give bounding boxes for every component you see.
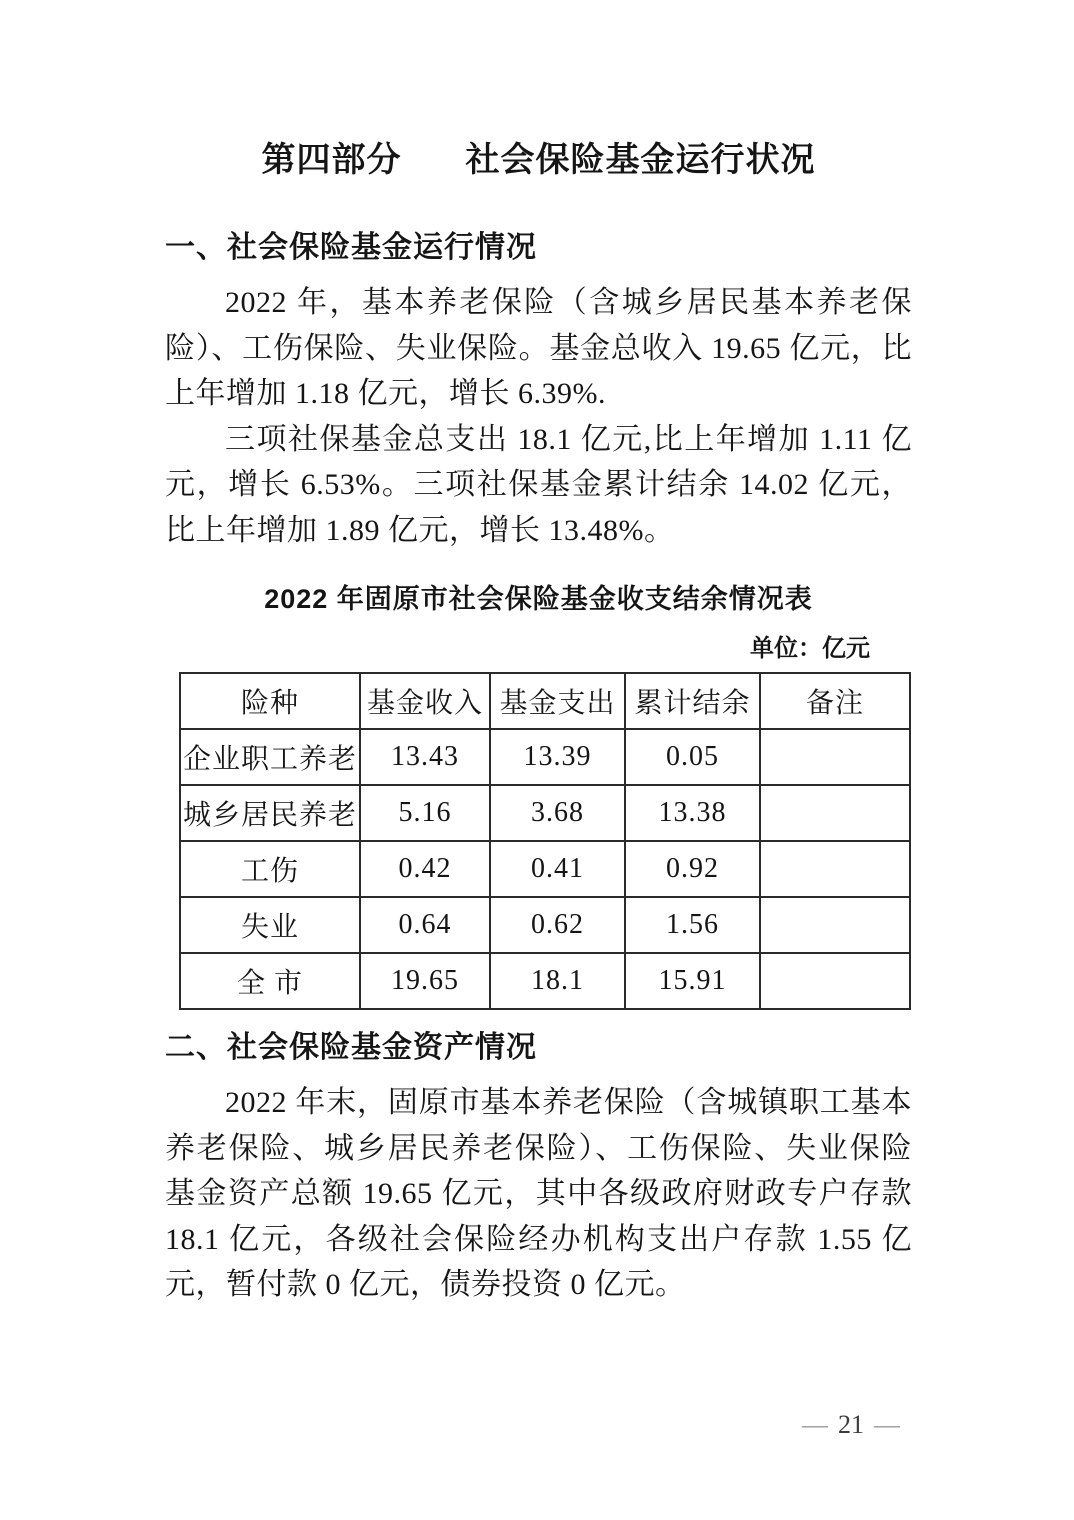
page-number [792,1410,910,1440]
cell-fund-income: 5.16 [360,785,490,841]
cell-accumulated-balance: 1.56 [625,897,760,953]
page-number-value: 21 [838,1410,864,1439]
table-row-total [180,953,910,1009]
cell-fund-income: 13.43 [360,729,490,785]
table-row [180,841,910,897]
cell-insurance-type: 城乡居民养老 [180,785,360,841]
section-1-paragraph-2: 三项社保基金总支出 18.1 亿元,比上年增加 1.11 亿元，增长 6.53%。三项社保基金累计结余 14.02 亿元，比上年增加 1.89 亿元，增长 13.48%。 [165,422,912,547]
cell-insurance-type: 企业职工养老 [180,729,360,785]
cell-remarks [760,841,910,897]
cell-insurance-type: 工伤 [180,841,360,897]
cell-insurance-type: 失业 [180,897,360,953]
cell-fund-income: 0.42 [360,841,490,897]
table-header-accumulated-balance: 累计结余 [625,673,760,729]
cell-fund-expense: 0.62 [490,897,625,953]
social-insurance-fund-table [179,672,911,1010]
cell-fund-expense: 3.68 [490,785,625,841]
document-title-part-title: 社会保险基金运行状况 [465,142,816,179]
cell-accumulated-balance: 15.91 [625,953,760,1009]
cell-fund-expense: 18.1 [490,953,625,1009]
table-header-row [180,673,910,729]
table-row [180,785,910,841]
table-title: 2022 年固原市社会保险基金收支结余情况表 [264,584,813,614]
cell-fund-income: 19.65 [360,953,490,1009]
document-title-part-label: 第四部分 [261,142,402,179]
cell-remarks [760,729,910,785]
cell-remarks [760,897,910,953]
page-number-dash-left: — [802,1410,828,1439]
cell-accumulated-balance: 13.38 [625,785,760,841]
document-title [165,138,912,184]
page-number-dash-right: — [874,1410,900,1439]
cell-fund-expense: 0.41 [490,841,625,897]
table-row [180,897,910,953]
table-unit-note: 单位：亿元 [750,635,870,662]
table-header-insurance-type: 险种 [180,673,360,729]
section-1-paragraph-1: 2022 年，基本养老保险（含城乡居民基本养老保险）、工伤保险、失业保险。基金总收入 19.65 亿元，比上年增加 1.18 亿元，增长 6.39%. [165,286,912,410]
cell-fund-expense: 13.39 [490,729,625,785]
table-row [180,729,910,785]
section-1-heading: 一、社会保险基金运行情况 [165,231,537,264]
cell-fund-income: 0.64 [360,897,490,953]
cell-accumulated-balance: 0.92 [625,841,760,897]
cell-insurance-type: 全 市 [180,953,360,1009]
table-header-fund-expense: 基金支出 [490,673,625,729]
table-header-remarks: 备注 [760,673,910,729]
cell-accumulated-balance: 0.05 [625,729,760,785]
section-2-paragraph-1: 2022 年末，固原市基本养老保险（含城镇职工基本养老保险、城乡居民养老保险）、工伤保险、失业保险基金资产总额 19.65 亿元，其中各级政府财政专户存款 18.1 亿元，各级社会保险经办机构支出户存款 1.55 亿元，暂付款 0 亿元，债券投资 0 亿元。 [165,1086,912,1301]
section-2-heading: 二、社会保险基金资产情况 [165,1031,537,1064]
table-header-fund-income: 基金收入 [360,673,490,729]
cell-remarks [760,953,910,1009]
cell-remarks [760,785,910,841]
